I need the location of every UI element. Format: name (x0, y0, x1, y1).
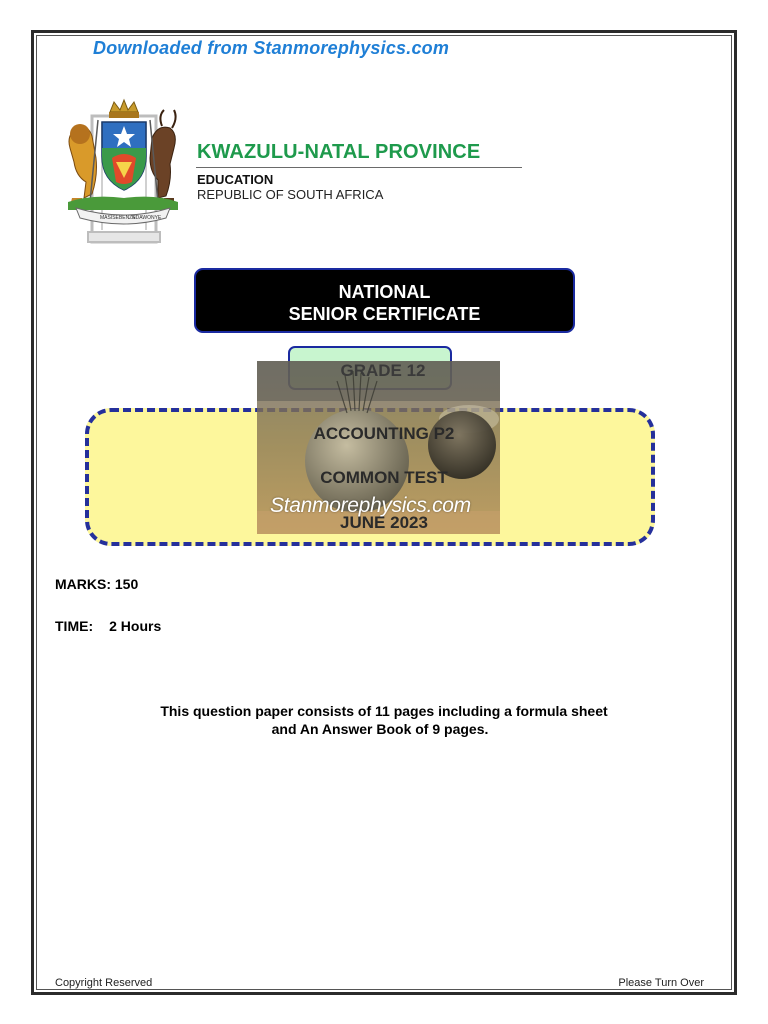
grade-label: GRADE 12 (340, 361, 426, 380)
certificate-banner (194, 268, 575, 333)
exam-date: JUNE 2023 (340, 513, 428, 532)
time-label: TIME: (55, 618, 94, 634)
page-count-note-line-1: This question paper consists of 11 pages including a formula sheet (160, 703, 608, 719)
header-divider (196, 167, 522, 168)
page-count-note-line-2: and An Answer Book of 9 pages. (271, 721, 489, 737)
time-row (55, 618, 161, 634)
watermark-text: Stanmorephysics.com (270, 494, 471, 517)
download-banner[interactable]: Downloaded from Stanmorephysics.com (93, 38, 450, 58)
marks-label: MARKS: 150 (55, 576, 139, 592)
certificate-line-2: SENIOR CERTIFICATE (288, 304, 481, 324)
time-value: 2 Hours (109, 618, 162, 634)
footer-turn-over: Please Turn Over (618, 977, 704, 989)
certificate-line-1: NATIONAL (338, 282, 431, 302)
province-title: KWAZULU-NATAL PROVINCE (197, 141, 481, 163)
test-label: COMMON TEST (320, 468, 448, 487)
page-count-note (0, 702, 768, 738)
republic-name: REPUBLIC OF SOUTH AFRICA (197, 187, 384, 202)
department-name: EDUCATION (197, 172, 274, 187)
kzn-coat-of-arms-icon (62, 98, 184, 246)
footer-copyright: Copyright Reserved (55, 977, 153, 989)
svg-text:NDAWONYE: NDAWONYE (132, 215, 162, 221)
svg-text:MASISEBENZE: MASISEBENZE (100, 215, 136, 221)
subject-label: ACCOUNTING P2 (313, 424, 455, 443)
